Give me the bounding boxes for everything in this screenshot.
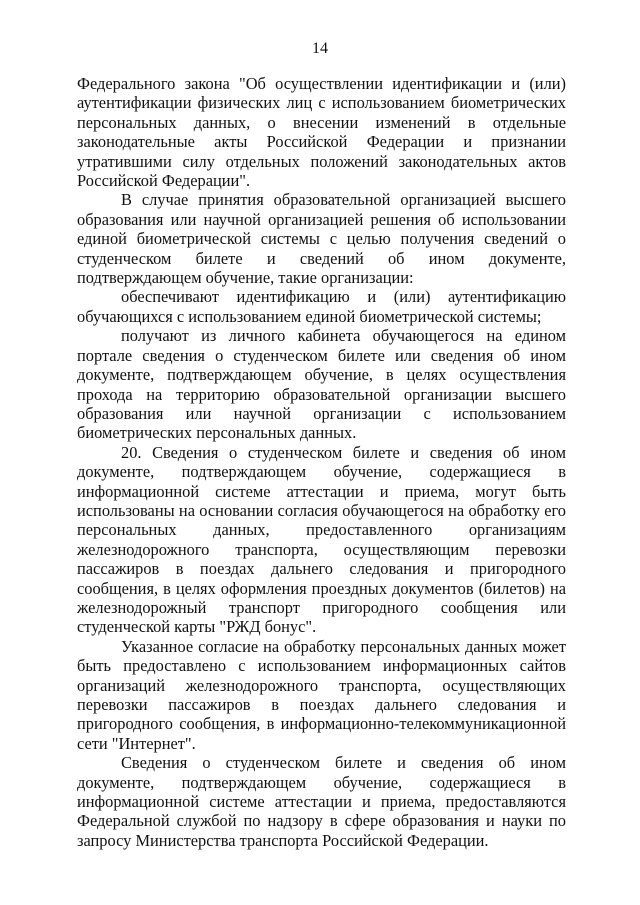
paragraph-item-20: 20. Сведения о студенческом билете и сведения об ином документе, подтверждающем обучение, содержащиеся в информационной системе аттестации и приема, могут быть использованы на основании согласия обучающегося на обработку его персональных данных, предоставленного организациям железнодорожного транспорта, осуществляющим перевозки пассажиров в поездах дальнего следования и пригородного сообщения, в целях оформления проездных документов (билетов) на железнодорожный транспорт пригородного сообщения или студенческой карты "РЖД бонус".	[77, 442, 566, 637]
paragraph-obtain-information: получают из личного кабинета обучающегося на едином портале сведения о студенческом билете или сведения об ином документе, подтверждающем обучение, в целях осуществления прохода на территорию образовательной организации высшего образования или научной организации с использованием биометрических персональных данных.	[77, 326, 566, 443]
paragraph-ensure-identification: обеспечивают идентификацию и (или) аутентификацию обучающихся с использованием единой биометрической системы;	[77, 287, 566, 326]
paragraph-law-reference: Федерального закона "Об осуществлении идентификации и (или) аутентификации физических лиц с использованием биометрических персональных данных, о внесении изменений в отдельные законодательные акты Российской Федерации и признании утратившими силу отдельных положений законодательных актов Российской Федерации".	[77, 74, 566, 191]
paragraph-consent: Указанное согласие на обработку персональных данных может быть предоставлено с использованием информационных сайтов организаций железнодорожного транспорта, осуществляющих перевозки пассажиров в поездах дальнего следования и пригородного сообщения, в информационно-телекоммуникационной сети "Интернет".	[77, 636, 566, 753]
page-number: 14	[312, 40, 328, 57]
document-body	[77, 74, 566, 850]
paragraph-biometric-decision: В случае принятия образовательной организацией высшего образования или научной организацией решения об использовании единой биометрической системы с целью получения сведений о студенческом билете и сведений об ином документе, подтверждающем обучение, такие организации:	[77, 190, 566, 288]
paragraph-information-provision: Сведения о студенческом билете и сведения об ином документе, подтверждающем обучение, содержащиеся в информационной системе аттестации и приема, предоставляются Федеральной службой по надзору в сфере образования и науки по запросу Министерства транспорта Российской Федерации.	[77, 753, 566, 850]
